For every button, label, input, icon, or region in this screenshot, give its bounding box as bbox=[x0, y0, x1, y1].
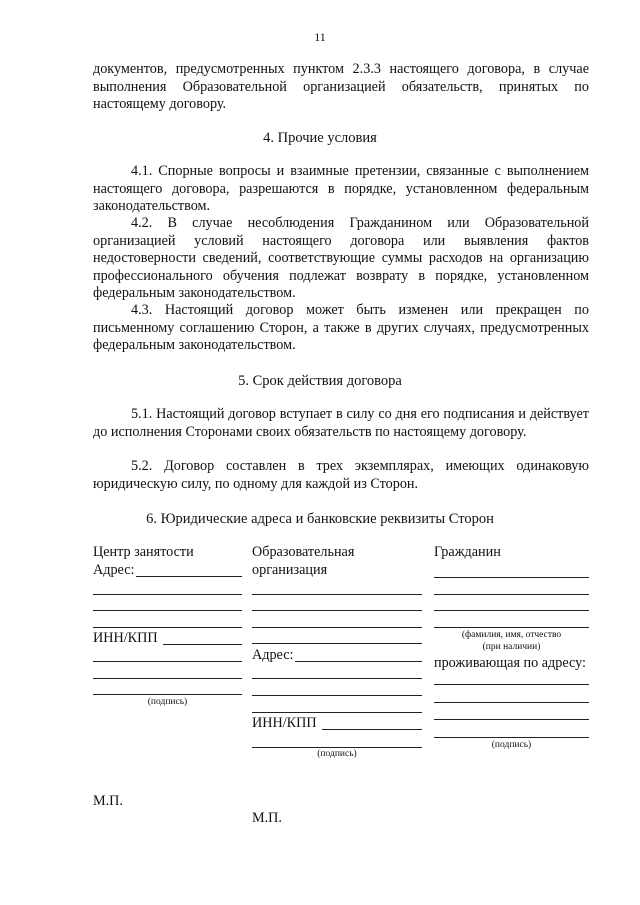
clause-4-1: 4.1. Спорные вопросы и взаимные претензии, связанные с выполнением настоящего договора, разрешаются в порядке, установленном федеральным законодательством. bbox=[93, 163, 589, 214]
col1-line bbox=[93, 610, 242, 611]
col2-header-line1: Образовательная bbox=[252, 544, 355, 560]
clause-4-2: 4.2. В случае несоблюдения Гражданином или Образовательной организацией условий настоящего договора или выявления фактов недостоверности сведений, соответствующие суммы расходов на организацию профессионального обучения подлежат возврату в порядке, установленном федеральным законодательством. bbox=[93, 215, 589, 301]
col1-header: Центр занятости bbox=[93, 544, 194, 560]
col1-signature-line bbox=[93, 694, 242, 695]
section-6-title: 6. Юридические адреса и банковские реквизиты Сторон bbox=[146, 511, 494, 527]
col2-line bbox=[252, 643, 422, 644]
col1-stamp-mark: М.П. bbox=[93, 793, 123, 809]
col3-line bbox=[434, 594, 589, 595]
col3-fio-caption: (фамилия, имя, отчество bbox=[461, 630, 562, 640]
col2-address-line bbox=[295, 661, 422, 662]
col3-header: Гражданин bbox=[434, 544, 501, 560]
col2-header-line2: организация bbox=[252, 562, 328, 578]
col2-line bbox=[252, 594, 422, 595]
col3-line bbox=[434, 610, 589, 611]
col1-inn-label: ИНН/КПП bbox=[93, 630, 158, 646]
col3-residing-label: проживающая по адресу: bbox=[434, 655, 586, 671]
col2-signature-line bbox=[252, 747, 422, 748]
col1-line bbox=[93, 678, 242, 679]
col2-line bbox=[252, 610, 422, 611]
col2-line bbox=[252, 695, 422, 696]
col1-address-line bbox=[136, 576, 242, 577]
section-5-title: 5. Срок действия договора bbox=[238, 373, 402, 389]
col2-address-label: Адрес: bbox=[252, 647, 294, 663]
col1-line bbox=[93, 594, 242, 595]
col1-address-label: Адрес: bbox=[93, 562, 135, 578]
col3-line bbox=[434, 684, 589, 685]
section-4-title: 4. Прочие условия bbox=[263, 130, 377, 146]
intro-paragraph: документов, предусмотренных пунктом 2.3.3 настоящего договора, в случае выполнения Образовательной организацией обязательств, принятых по настоящему договору. bbox=[93, 61, 589, 112]
col3-fio-caption-2: (при наличии) bbox=[482, 642, 541, 652]
col2-signature-caption: (подпись) bbox=[317, 749, 357, 759]
col3-line bbox=[434, 702, 589, 703]
col2-inn-label: ИНН/КПП bbox=[252, 715, 317, 731]
col1-line bbox=[93, 661, 242, 662]
col3-line bbox=[434, 577, 589, 578]
col2-line bbox=[252, 678, 422, 679]
page-number: 11 bbox=[314, 30, 326, 44]
clause-5-1: 5.1. Настоящий договор вступает в силу со дня его подписания и действует до исполнения Сторонами своих обязательств по настоящему договору. bbox=[93, 406, 589, 440]
clause-4-3: 4.3. Настоящий договор может быть изменен или прекращен по письменному соглашению Сторон, а также в других случаях, предусмотренных федеральным законодательством. bbox=[93, 302, 589, 353]
col2-line bbox=[252, 712, 422, 713]
col3-signature-line bbox=[434, 737, 589, 738]
col3-signature-caption: (подпись) bbox=[491, 740, 532, 750]
clause-5-2: 5.2. Договор составлен в трех экземплярах, имеющих одинаковую юридическую силу, по одному для каждой из Сторон. bbox=[93, 458, 589, 492]
col3-line bbox=[434, 719, 589, 720]
col3-fio-line bbox=[434, 627, 589, 628]
col2-inn-line bbox=[322, 729, 422, 730]
col2-stamp-mark: М.П. bbox=[252, 810, 282, 826]
col1-inn-line bbox=[163, 644, 242, 645]
col1-line bbox=[93, 627, 242, 628]
col1-signature-caption: (подпись) bbox=[147, 697, 188, 707]
col2-line bbox=[252, 627, 422, 628]
